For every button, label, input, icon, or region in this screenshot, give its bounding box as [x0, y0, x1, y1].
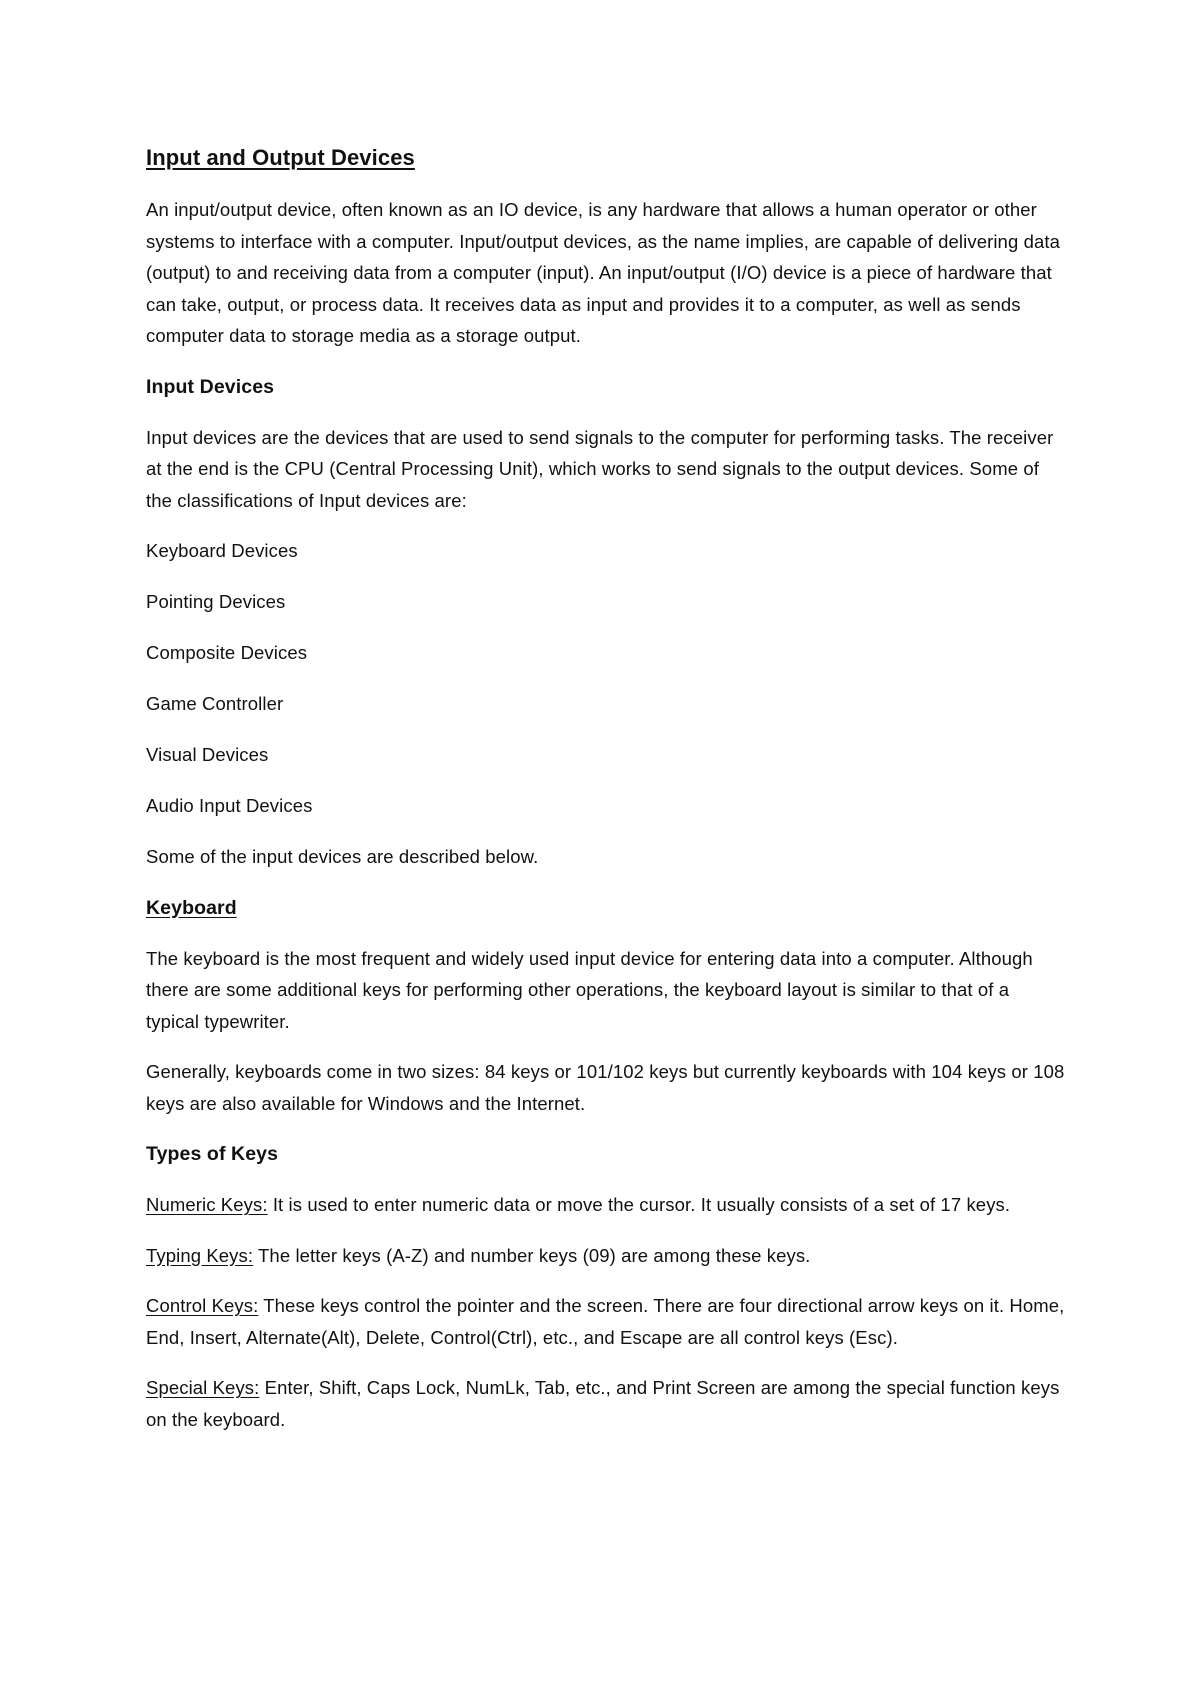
key-type-name: Control Keys:: [146, 1295, 259, 1316]
key-type-control: [146, 1290, 1066, 1353]
key-type-typing: [146, 1240, 1066, 1272]
input-devices-closing: Some of the input devices are described below.: [146, 846, 539, 867]
keyboard-paragraph-2: Generally, keyboards come in two sizes: 84 keys or 101/102 keys but currently keyboards with 104 keys or 108 keys are also available for Windows and the Internet.: [146, 1061, 1065, 1114]
document-title: Input and Output Devices: [146, 145, 415, 170]
intro-paragraph: An input/output device, often known as an IO device, is any hardware that allows a human operator or other systems to interface with a computer. Input/output devices, as the name implies, are capable of delivering data (output) to and receiving data from a computer (input). An input/output (I/O) device is a piece of hardware that can take, output, or process data. It receives data as input and provides it to a computer, as well as sends computer data to storage media as a storage output.: [146, 199, 1060, 346]
key-type-description: It is used to enter numeric data or move the cursor. It usually consists of a set of 17 keys.: [267, 1194, 1011, 1215]
keyboard-paragraph-1: The keyboard is the most frequent and widely used input device for entering data into a computer. Although there are some additional keys for performing other operations, the keyboard layout is similar to that of a typical typewriter.: [146, 947, 1033, 1032]
keyboard-heading: Keyboard: [146, 896, 237, 919]
classification-item: Audio Input Devices: [146, 795, 313, 816]
key-type-special: [146, 1372, 1066, 1435]
key-type-description: The letter keys (A-Z) and number keys (09) are among these keys.: [253, 1244, 811, 1266]
classification-item: Pointing Devices: [146, 591, 286, 612]
key-type-numeric: [146, 1189, 1066, 1221]
key-type-name: Typing Keys:: [146, 1244, 254, 1266]
classification-item: Composite Devices: [146, 642, 308, 663]
types-of-keys-heading: Types of Keys: [146, 1143, 279, 1165]
classification-item: Visual Devices: [146, 744, 269, 765]
key-type-description: These keys control the pointer and the screen. There are four directional arrow keys on it. Home, End, Insert, Alternate(Alt), Delete, Control(Ctrl), etc., and Escape are all control keys (Esc).: [146, 1295, 1065, 1348]
input-devices-heading: Input Devices: [146, 375, 275, 398]
key-type-name: Special Keys:: [146, 1377, 260, 1398]
classification-item: Game Controller: [146, 693, 284, 714]
classification-list: [146, 535, 1066, 822]
key-type-description: Enter, Shift, Caps Lock, NumLk, Tab, etc., and Print Screen are among the special function keys on the keyboard.: [146, 1377, 1060, 1430]
input-devices-paragraph: Input devices are the devices that are used to send signals to the computer for performing tasks. The receiver at the end is the CPU (Central Processing Unit), which works to send signals to the output devices. Some of the classifications of Input devices are:: [146, 426, 1054, 511]
key-type-name: Numeric Keys:: [146, 1194, 268, 1215]
classification-item: Keyboard Devices: [146, 540, 298, 561]
document-page: [146, 142, 1066, 1454]
